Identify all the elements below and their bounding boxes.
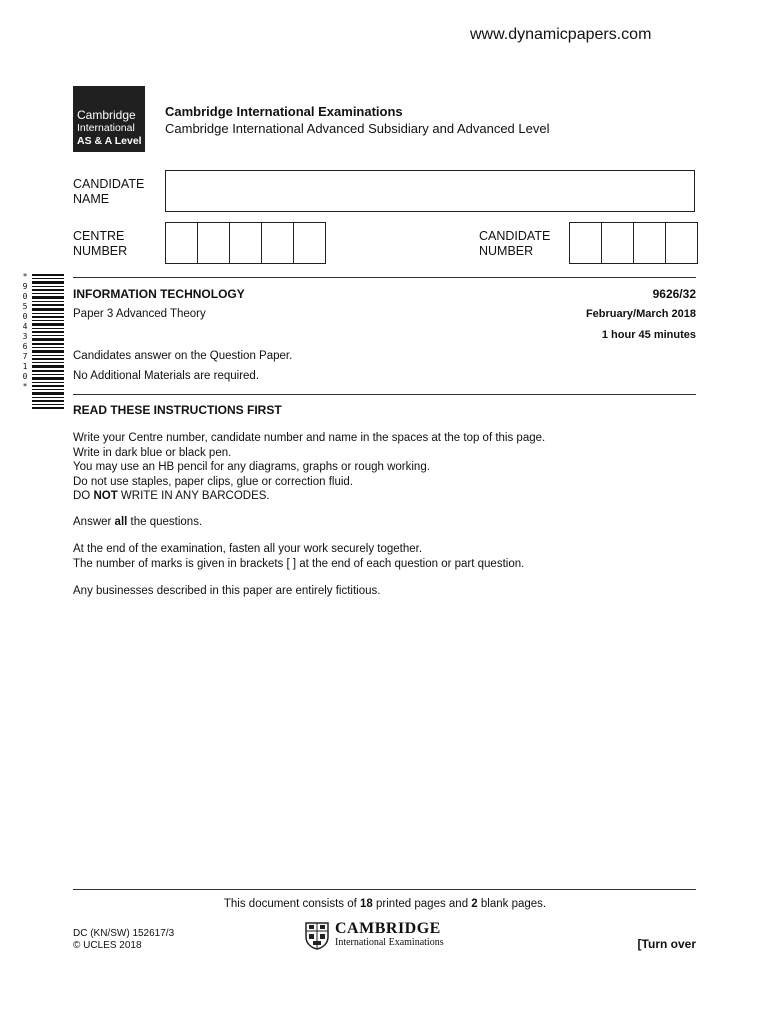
centre-number-label-line2: NUMBER bbox=[73, 244, 128, 258]
instruction-line: You may use an HB pencil for any diagrams, graphs or rough working. bbox=[73, 461, 430, 473]
barcode-digit: 5 bbox=[22, 302, 28, 311]
reference-code: DC (KN/SW) 152617/3 bbox=[73, 928, 175, 939]
digit-box[interactable] bbox=[570, 223, 602, 263]
digit-box[interactable] bbox=[198, 223, 230, 263]
barcode-digit: 0 bbox=[22, 312, 28, 321]
cambridge-wordmark-sub: International Examinations bbox=[335, 937, 444, 948]
barcode-digit: 3 bbox=[22, 332, 28, 341]
candidate-number-field[interactable] bbox=[569, 222, 698, 264]
instruction-emphasis: NOT bbox=[93, 490, 118, 502]
barcode-digit: 0 bbox=[22, 372, 28, 381]
candidate-name-field[interactable] bbox=[165, 170, 695, 212]
digit-box[interactable] bbox=[166, 223, 198, 263]
answer-instruction bbox=[73, 515, 202, 530]
instruction-text: WRITE IN ANY BARCODES. bbox=[117, 490, 270, 502]
cambridge-wordmark: CAMBRIDGE bbox=[335, 920, 441, 937]
instructions-block bbox=[73, 431, 545, 504]
instruction-line: The number of marks is given in brackets [ ] at the end of each question or part question. bbox=[73, 557, 525, 570]
footer-text: printed pages and bbox=[372, 898, 472, 910]
instruction-line: At the end of the examination, fasten all your work securely together. bbox=[73, 543, 423, 555]
barcode-digit: 1 bbox=[22, 362, 28, 371]
footer-divider bbox=[73, 889, 696, 890]
digit-box[interactable] bbox=[634, 223, 666, 263]
digit-box[interactable] bbox=[262, 223, 294, 263]
candidate-number-label bbox=[479, 229, 550, 259]
footer-text: blank pages. bbox=[477, 898, 547, 910]
barcode bbox=[28, 272, 64, 410]
org-title: Cambridge International Examinations bbox=[165, 104, 403, 119]
digit-box[interactable] bbox=[666, 223, 697, 263]
exam-session: February/March 2018 bbox=[585, 308, 696, 320]
printed-pages-count: 18 bbox=[360, 898, 373, 910]
footer-text: This document consists of bbox=[223, 898, 361, 910]
barcode-digit: 9 bbox=[22, 282, 28, 291]
logo-line-3: AS & A Level bbox=[77, 135, 142, 147]
instruction-text: DO bbox=[73, 490, 94, 502]
logo-line-2: International bbox=[77, 122, 135, 134]
barcode-digits bbox=[21, 272, 29, 392]
exam-duration: 1 hour 45 minutes bbox=[601, 329, 696, 341]
cambridge-crest-icon bbox=[305, 922, 329, 950]
copyright: © UCLES 2018 bbox=[73, 940, 142, 951]
divider bbox=[73, 277, 696, 278]
barcode-digit: 6 bbox=[22, 342, 28, 351]
end-instructions bbox=[73, 542, 524, 571]
candidate-name-label-line1: CANDIDATE bbox=[73, 177, 145, 191]
cambridge-logo bbox=[73, 86, 145, 152]
barcode-digit: 4 bbox=[22, 322, 28, 331]
divider bbox=[73, 394, 696, 395]
candidate-number-label-line2: NUMBER bbox=[479, 244, 534, 258]
watermark-url: www.dynamicpapers.com bbox=[470, 26, 652, 43]
instruction-line: Write in dark blue or black pen. bbox=[73, 446, 232, 459]
instructions-heading: READ THESE INSTRUCTIONS FIRST bbox=[73, 403, 282, 417]
paper-code: 9626/32 bbox=[652, 287, 696, 301]
barcode-digit: * bbox=[22, 272, 28, 281]
barcode-digit: 0 bbox=[22, 292, 28, 301]
instruction-emphasis: all bbox=[114, 516, 128, 528]
instruction-text: Answer bbox=[73, 516, 115, 528]
org-subtitle: Cambridge International Advanced Subsidiary and Advanced Level bbox=[165, 121, 550, 136]
digit-box[interactable] bbox=[294, 223, 325, 263]
turn-over: [Turn over bbox=[637, 937, 696, 951]
barcode-digit: * bbox=[22, 382, 28, 391]
page-count-note bbox=[0, 898, 770, 910]
instruction-line: Write your Centre number, candidate number and name in the spaces at the top of this page. bbox=[73, 432, 546, 444]
blank-pages-count: 2 bbox=[471, 898, 478, 910]
document-reference bbox=[73, 928, 174, 952]
candidate-number-label-line1: CANDIDATE bbox=[479, 229, 551, 243]
centre-number-field[interactable] bbox=[165, 222, 326, 264]
materials-line-2: No Additional Materials are required. bbox=[73, 370, 260, 382]
subject-title: INFORMATION TECHNOLOGY bbox=[73, 287, 245, 301]
instruction-line bbox=[73, 489, 545, 504]
fictitious-note: Any businesses described in this paper are entirely fictitious. bbox=[73, 585, 381, 597]
logo-line-1: Cambridge bbox=[77, 108, 136, 122]
centre-number-label-line1: CENTRE bbox=[73, 229, 125, 243]
digit-box[interactable] bbox=[602, 223, 634, 263]
instruction-text: the questions. bbox=[127, 516, 203, 528]
barcode-digit: 7 bbox=[22, 352, 28, 361]
digit-box[interactable] bbox=[230, 223, 262, 263]
candidate-name-label-line2: NAME bbox=[73, 192, 110, 206]
paper-title: Paper 3 Advanced Theory bbox=[73, 308, 206, 320]
instruction-line: Do not use staples, paper clips, glue or correction fluid. bbox=[73, 475, 353, 488]
materials-line-1: Candidates answer on the Question Paper. bbox=[73, 350, 293, 362]
candidate-name-label bbox=[73, 177, 144, 207]
centre-number-label bbox=[73, 229, 127, 259]
